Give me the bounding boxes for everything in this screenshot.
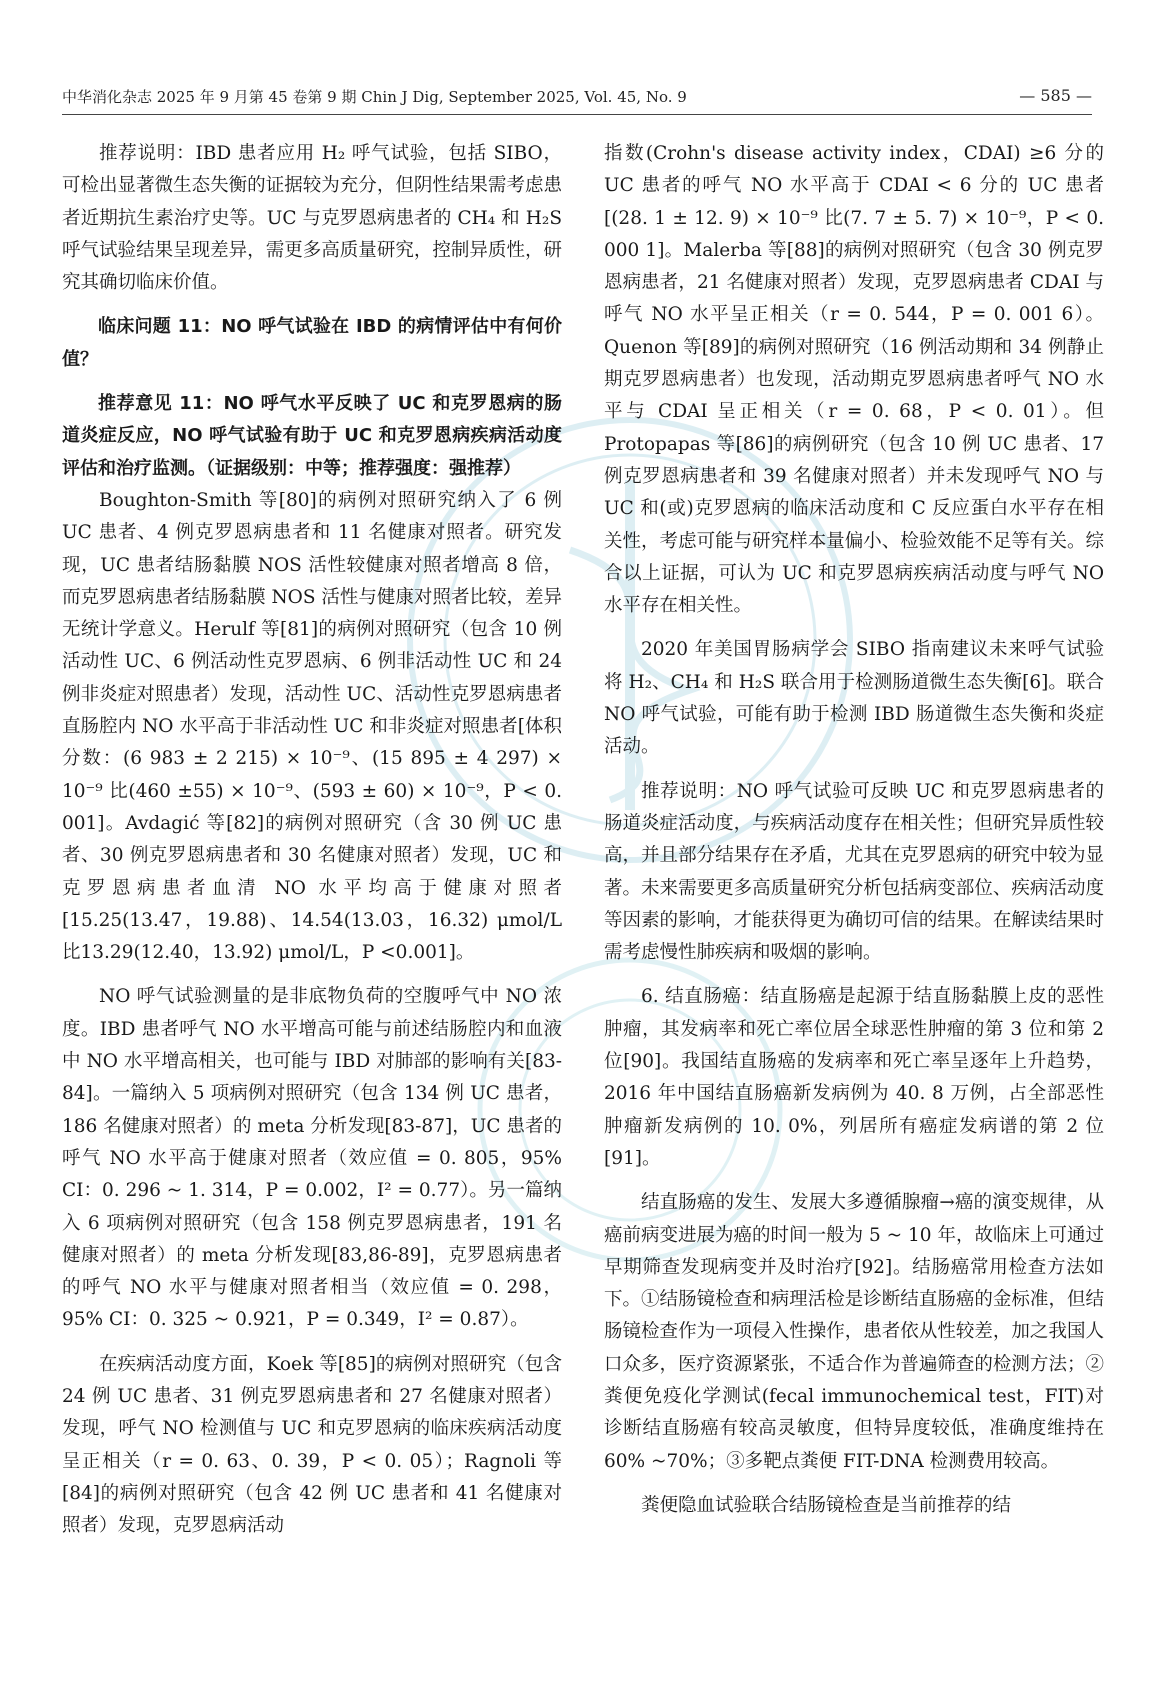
clinical-question-heading: 临床问题 11：NO 呼气试验在 IBD 的病情评估中有何价值？	[62, 316, 562, 370]
running-header	[62, 80, 1092, 110]
paragraph: NO 呼气试验测量的是非底物负荷的空腹呼气中 NO 浓度。IBD 患者呼气 NO 水平增高可能与前述结肠腔内和血液中 NO 水平增高相关，也可能与 IBD 对肺部的影响有关[83-84]。一篇纳入 5 项病例对照研究（包含 134 例 UC 患者，186 名健康对照者）的 meta 分析发现[83-87]，UC 患者的呼气 NO 水平高于健康对照者（效应值 = 0. 805，95% CI：0. 296 ~ 1. 314，P = 0.002，I² = 0.77）。另一篇纳入 6 项病例对照研究（包含 158 例克罗恩病患者，191 名健康对照者）的 meta 分析发现[83,86-89]，克罗恩病患者的呼气 NO 水平与健康对照者相当（效应值 = 0. 298，95% CI：0. 325 ~ 0.921，P = 0.349，I² = 0.87）。	[62, 986, 562, 1331]
left-column	[62, 138, 562, 1683]
paragraph: 结直肠癌的发生、发展大多遵循腺瘤→癌的演变规律，从癌前病变进展为癌的时间一般为 5 ~ 10 年，故临床上可通过早期筛查发现病变并及时治疗[92]。结肠癌常用检查方法如下。①结肠镜检查和病理活检是诊断结直肠癌的金标准，但结肠镜检查作为一项侵入性操作，患者依从性较差，加之我国人口众多，医疗资源紧张，不适合作为普遍筛查的检测方法；②粪便免疫化学测试(fecal immunochemical test，FIT)对诊断结直肠癌有较高灵敏度，但特异度较低，准确度维持在60% ~70%；③多靶点粪便 FIT-DNA 检测费用较高。	[604, 1192, 1104, 1472]
paragraph: 推荐说明：IBD 患者应用 H₂ 呼气试验，包括 SIBO，可检出显著微生态失衡的证据较为充分，但阴性结果需考虑患者近期抗生素治疗史等。UC 与克罗恩病患者的 CH₄ 和 H₂S 呼气试验结果呈现差异，需更多高质量研究，控制异质性，研究其确切临床价值。	[62, 143, 562, 294]
section-paragraph: 6. 结直肠癌：结直肠癌是起源于结直肠黏膜上皮的恶性肿瘤，其发病率和死亡率位居全球恶性肿瘤的第 3 位和第 2 位[90]。我国结直肠癌的发病率和死亡率呈逐年上升趋势，2016 年中国结直肠癌新发病例为 40. 8 万例，占全部恶性肿瘤新发病例的 10. 0%，列居所有癌症发病谱的第 2 位[91]。	[604, 986, 1104, 1169]
paragraph: Boughton-Smith 等[80]的病例对照研究纳入了 6 例UC 患者、4 例克罗恩病患者和 11 名健康对照者。研究发现，UC 患者结肠黏膜 NOS 活性较健康对照者增高 8 倍，而克罗恩病患者结肠黏膜 NOS 活性与健康对照者比较，差异无统计学意义。Herulf 等[81]的病例对照研究（包含 10 例活动性 UC、6 例活动性克罗恩病、6 例非活动性 UC 和 24 例非炎症对照患者）发现，活动性 UC、活动性克罗恩病患者直肠腔内 NO 水平高于非活动性 UC 和非炎症对照患者[体积分数：(6 983 ± 2 215) × 10⁻⁹、(15 895 ± 4 297) × 10⁻⁹ 比(460 ±55) × 10⁻⁹、(593 ± 60) × 10⁻⁹，P < 0. 001]。Avdagić 等[82]的病例对照研究（含 30 例 UC 患者、30 例克罗恩病患者和 30 名健康对照者）发现，UC 和克罗恩病患者血清 NO 水平均高于健康对照者[15.25(13.47，19.88)、14.54(13.03，16.32) μmol/L 比13.29(12.40，13.92) μmol/L，P <0.001]。	[62, 489, 562, 964]
journal-citation: 中华消化杂志 2025 年 9 月第 45 卷第 9 期 Chin J Dig, September 2025, Vol. 45, No. 9	[62, 88, 687, 106]
page-number: — 585 —	[1019, 86, 1092, 105]
paragraph: 指数(Crohn's disease activity index，CDAI) ≥6 分的 UC 患者的呼气 NO 水平高于 CDAI < 6 分的 UC 患者[(28. 1 ± 12. 9) × 10⁻⁹ 比(7. 7 ± 5. 7) × 10⁻⁹，P < 0. 000 1]。Malerba 等[88]的病例对照研究（包含 30 例克罗恩病患者，21 名健康对照者）发现，克罗恩病患者 CDAI 与呼气 NO 水平呈正相关（r = 0. 544，P = 0. 001 6）。Quenon 等[89]的病例对照研究（16 例活动期和 34 例静止期克罗恩病患者）也发现，活动期克罗恩病患者呼气 NO 水平与 CDAI 呈正相关（r = 0. 68，P < 0. 01）。但 Protopapas 等[86]的病例研究（包含 10 例 UC 患者、17 例克罗恩病患者和 39 名健康对照者）并未发现呼气 NO 与 UC 和(或)克罗恩病的临床活动度和 C 反应蛋白水平存在相关性，考虑可能与研究样本量偏小、检验效能不足等有关。综合以上证据，可认为 UC 和克罗恩病疾病活动度与呼气 NO 水平存在相关性。	[604, 143, 1104, 617]
paragraph: 粪便隐血试验联合结肠镜检查是当前推荐的结	[641, 1494, 1012, 1516]
paragraph: 2020 年美国胃肠病学会 SIBO 指南建议未来呼气试验将 H₂、CH₄ 和 H₂S 联合用于检测肠道微生态失衡[6]。联合 NO 呼气试验，可能有助于检测 IBD 肠道微生态失衡和炎症活动。	[604, 639, 1104, 758]
header-rule	[62, 114, 1092, 115]
recommendation-heading: 推荐意见 11：NO 呼气水平反映了 UC 和克罗恩病的肠道炎症反应，NO 呼气试验有助于 UC 和克罗恩病疾病活动度评估和治疗监测。（证据级别：中等；推荐强度：强推荐）	[62, 393, 562, 479]
paragraph: 在疾病活动度方面，Koek 等[85]的病例对照研究（包含 24 例 UC 患者、31 例克罗恩病患者和 27 名健康对照者）发现，呼气 NO 检测值与 UC 和克罗恩病的临床疾病活动度呈正相关（r = 0. 63、0. 39，P < 0. 05）；Ragnoli 等[84]的病例对照研究（包含 42 例 UC 患者和 41 名健康对照者）发现，克罗恩病活动	[62, 1353, 562, 1537]
right-column	[604, 138, 1104, 1683]
paragraph: 推荐说明：NO 呼气试验可反映 UC 和克罗恩病患者的肠道炎症活动度，与疾病活动度存在相关性；但研究异质性较高，并且部分结果存在矛盾，尤其在克罗恩病的研究中较为显著。未来需要更多高质量研究分析包括病变部位、疾病活动度等因素的影响，才能获得更为确切可信的结果。在解读结果时需考虑慢性肺疾病和吸烟的影响。	[604, 780, 1104, 964]
